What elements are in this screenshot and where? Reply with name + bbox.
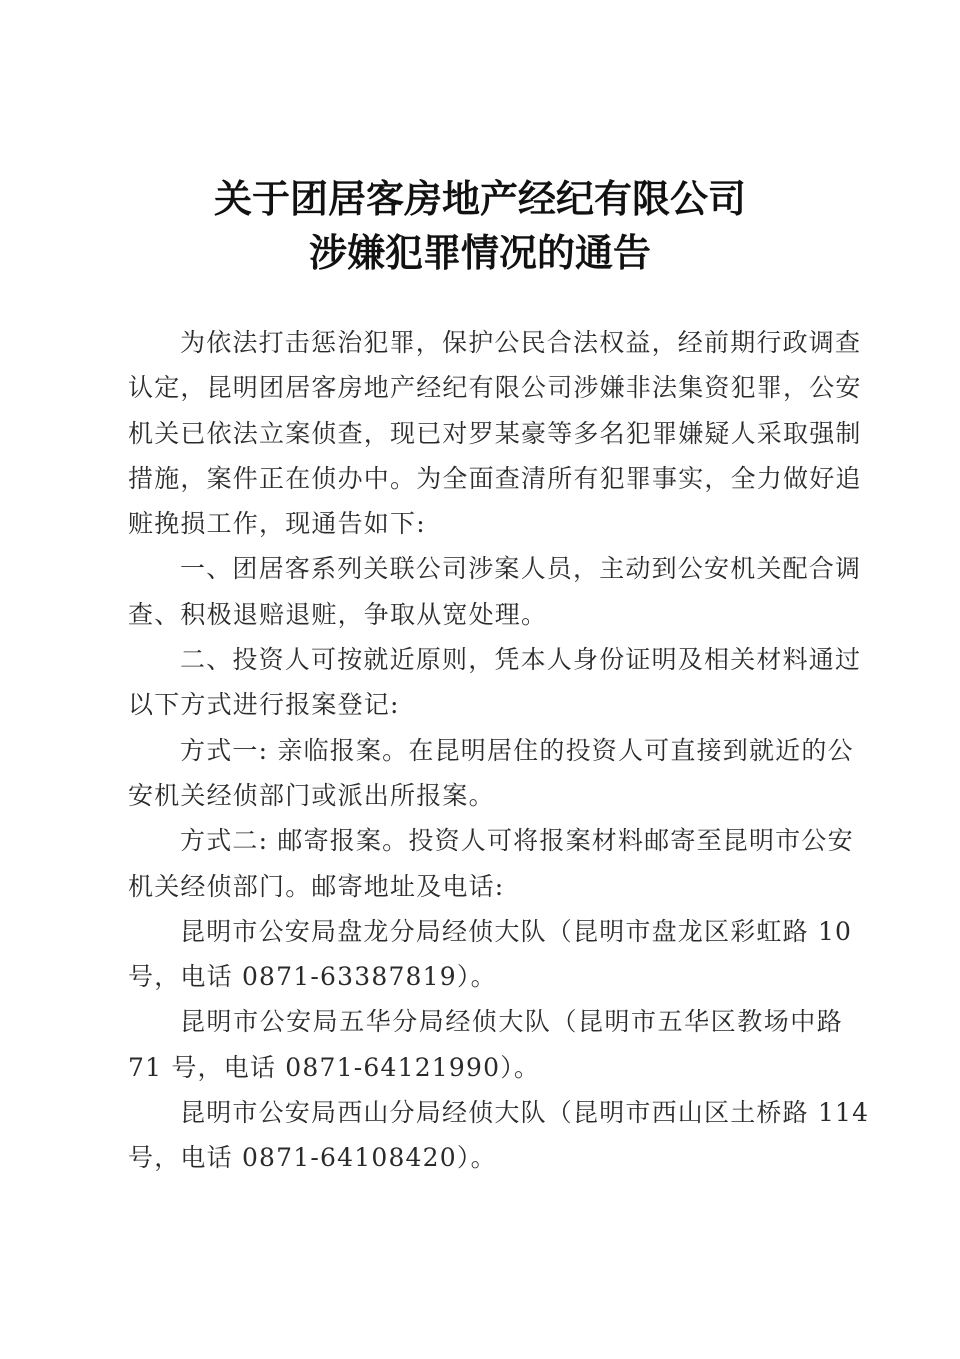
text-line: 机关经侦部门。邮寄地址及电话: bbox=[128, 871, 505, 901]
xishan-branch-address bbox=[128, 1090, 870, 1181]
text-line: 昆明市公安局西山分局经侦大队（昆明市西山区土桥路 114 bbox=[180, 1098, 870, 1128]
panlong-branch-address bbox=[128, 909, 853, 1000]
text-line: 赃挽损工作，现通告如下: bbox=[128, 509, 426, 539]
title-line-1: 关于团居客房地产经纪有限公司 bbox=[213, 176, 746, 221]
document-title bbox=[0, 172, 960, 280]
text-line: 昆明市公安局盘龙分局经侦大队（昆明市盘龙区彩虹路 10 bbox=[180, 916, 853, 946]
text-line: 方式二: 邮寄报案。投资人可将报案材料邮寄至昆明市公安 bbox=[180, 826, 854, 856]
text-line: 号，电话 0871-63387819）。 bbox=[128, 962, 497, 992]
text-line: 一、团居客系列关联公司涉案人员，主动到公安机关配合调 bbox=[180, 554, 862, 584]
title-line-2: 涉嫌犯罪情况的通告 bbox=[308, 230, 651, 275]
intro-paragraph bbox=[128, 320, 862, 546]
text-line: 昆明市公安局五华分局经侦大队（昆明市五华区教场中路 bbox=[180, 1007, 843, 1037]
text-line: 认定，昆明团居客房地产经纪有限公司涉嫌非法集资犯罪，公安 bbox=[128, 373, 862, 403]
wuhua-branch-address bbox=[128, 999, 843, 1090]
text-line: 以下方式进行报案登记: bbox=[128, 690, 400, 720]
text-line: 71 号，电话 0871-64121990）。 bbox=[128, 1052, 541, 1082]
document-body bbox=[128, 320, 870, 1181]
text-line: 查、积极退赔退赃，争取从宽处理。 bbox=[128, 599, 548, 629]
method-two-paragraph bbox=[128, 818, 854, 909]
text-line: 机关已依法立案侦查，现已对罗某豪等多名犯罪嫌疑人采取强制 bbox=[128, 418, 862, 448]
text-line: 措施，案件正在侦办中。为全面查清所有犯罪事实，全力做好追 bbox=[128, 463, 862, 493]
method-one-paragraph bbox=[128, 728, 854, 819]
text-line: 号，电话 0871-64108420）。 bbox=[128, 1143, 497, 1173]
text-line: 为依法打击惩治犯罪，保护公民合法权益，经前期行政调查 bbox=[180, 328, 862, 357]
item-one-paragraph bbox=[128, 546, 862, 637]
text-line: 方式一: 亲临报案。在昆明居住的投资人可直接到就近的公 bbox=[180, 735, 854, 765]
text-line: 二、投资人可按就近原则，凭本人身份证明及相关材料通过 bbox=[180, 645, 862, 675]
text-line: 安机关经侦部门或派出所报案。 bbox=[128, 780, 495, 810]
item-two-paragraph bbox=[128, 637, 862, 728]
